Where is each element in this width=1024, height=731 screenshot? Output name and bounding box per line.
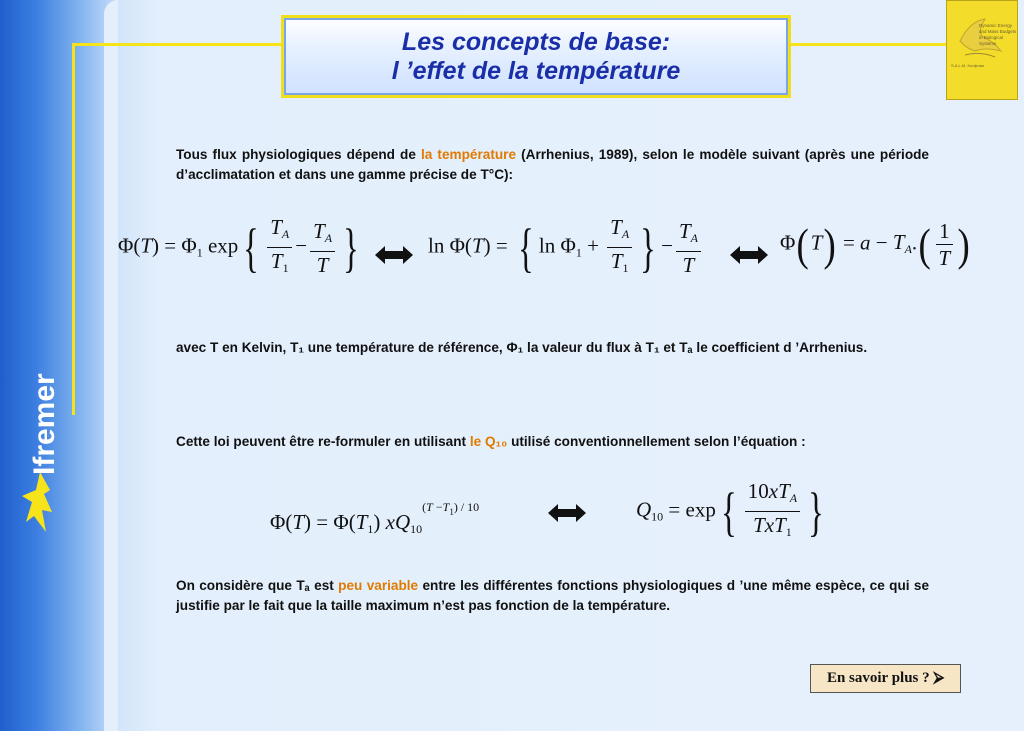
intro-text-end: (Arrhenius, 1989), selon le modèle suivant (après une période d’acclimatation et dans une gamme précise de T°C): bbox=[176, 147, 929, 182]
title-line-2: l ’effet de la température bbox=[391, 57, 681, 85]
equation-q10-form: $\Phi(T) = \Phi(T_1)$ $xQ_{10}^{(T -T_1) / 10}$ bbox=[270, 500, 480, 536]
title-line-1: Les concepts de base: bbox=[401, 28, 671, 56]
equation-arrhenius: $\Phi(T) = \Phi_1$ exp{ $\frac{T_A}{T_1}$ − $\frac{T_A}{T}$ } bbox=[118, 215, 359, 278]
frame-line-left bbox=[72, 43, 75, 415]
paragraph-intro bbox=[176, 145, 929, 185]
title-box bbox=[281, 15, 791, 98]
book-cover-image bbox=[946, 0, 1018, 100]
sidebar-panel-edge bbox=[104, 0, 118, 731]
highlight-q10: le Q₁₀ bbox=[469, 434, 508, 449]
highlight-peu-variable: peu variable bbox=[338, 578, 419, 593]
frame-line-right bbox=[791, 43, 948, 46]
learn-more-button[interactable]: En savoir plus ? ⮚ bbox=[810, 664, 961, 693]
equation-linear-form: $\Phi(T) = a - T_A$.( $\frac{1}{T}$ ) bbox=[780, 218, 970, 270]
paragraph-conclusion bbox=[176, 576, 929, 616]
book-title: Dynamic Energy and Mass Budgets in Biological Systems bbox=[979, 23, 1017, 46]
equivalence-arrow-1 bbox=[375, 244, 413, 266]
paragraph-q10 bbox=[176, 432, 929, 452]
q10-text-start: Cette loi peuvent être re-formuler en utilisant bbox=[176, 434, 467, 449]
intro-text-start: Tous flux physiologiques dépend de bbox=[176, 147, 416, 162]
book-author: S.A.L.M. Kooijman bbox=[951, 63, 985, 68]
conclusion-text-start: On considère que Tₐ est bbox=[176, 578, 334, 593]
sidebar-panel bbox=[0, 0, 118, 731]
equivalence-arrow-2 bbox=[730, 244, 768, 266]
highlight-temperature: la température bbox=[421, 147, 516, 162]
q10-text-end: utilisé conventionnellement selon l’équation : bbox=[511, 434, 806, 449]
ifremer-logo-text: Ifremer bbox=[28, 373, 61, 475]
conclusion-text-end: entre les différentes fonctions physiologiques d ’une même espèce, ce qui se justifie par le fait que la taille maximum n’est pas fonction de la température. bbox=[176, 578, 930, 613]
ifremer-logo-icon bbox=[20, 472, 60, 547]
equation-log-form: ln Φ(T) = { $\ln \Phi_1$ + $\frac{T_A}{T_1}$ } − $\frac{T_A}{T}$ bbox=[428, 214, 704, 281]
frame-line-top bbox=[72, 43, 282, 46]
equation-q10-definition: $Q_{10} = \exp${ $\frac{10xT_A}{TxT_1}$ } bbox=[636, 479, 824, 542]
equivalence-arrow-3 bbox=[548, 502, 586, 524]
paragraph-definitions: avec T en Kelvin, T₁ une température de référence, Φ₁ la valeur du flux à T₁ et Tₐ le coefficient d ’Arrhenius. bbox=[176, 340, 868, 355]
